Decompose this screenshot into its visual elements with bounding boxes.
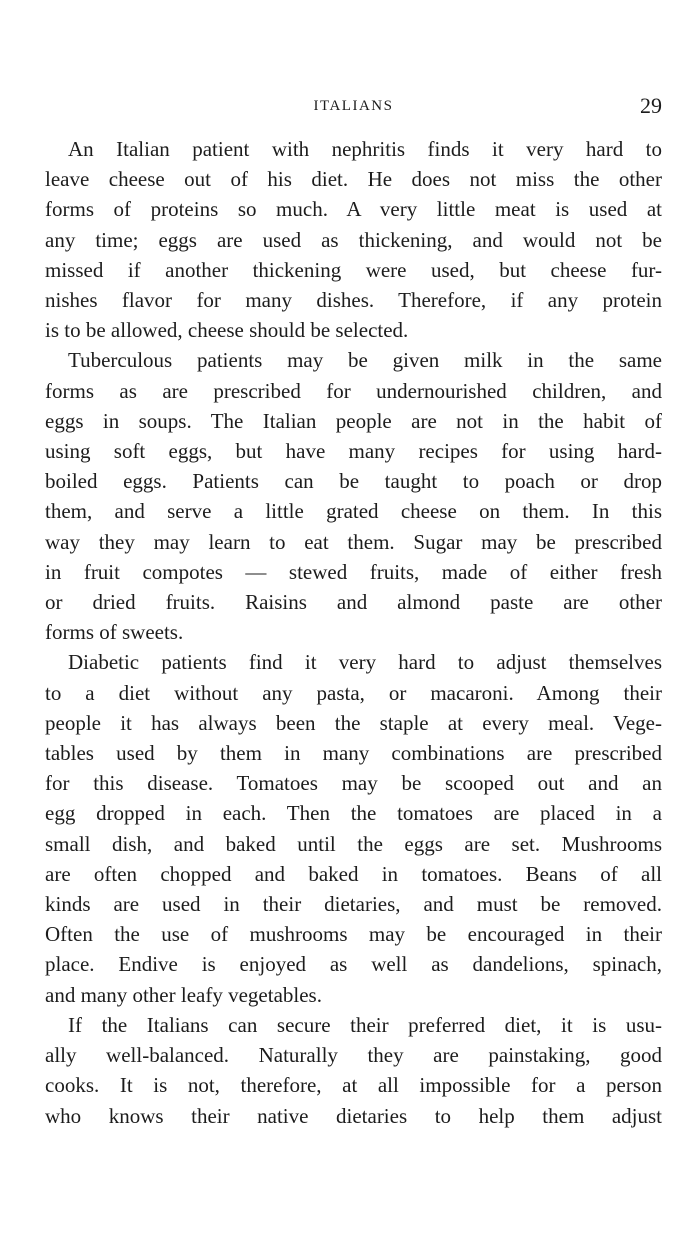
- text-line: Diabetic patients find it very hard to adjust themselves: [68, 650, 662, 675]
- text-line: An Italian patient with nephritis finds it very hard to: [68, 137, 662, 161]
- text-line: egg dropped in each. Then the tomatoes are placed in a: [45, 801, 662, 826]
- text-line: them, and serve a little grated cheese on them. In this: [45, 499, 662, 524]
- text-line: to a diet without any pasta, or macaroni. Among their: [45, 680, 662, 705]
- paragraph-italians-diet: [45, 1010, 662, 1131]
- text-line: Often the use of mushrooms may be encouraged in their: [45, 922, 662, 947]
- text-line: missed if another thickening were used, but cheese fur-: [45, 257, 662, 282]
- text-line: any time; eggs are used as thickening, and would not be: [45, 227, 662, 252]
- text-line: in fruit compotes — stewed fruits, made of either fresh: [45, 559, 662, 584]
- text-line: who knows their native dietaries to help them adjust: [45, 1103, 662, 1128]
- text-line: and many other leafy vegetables.: [45, 982, 322, 1007]
- text-line: for this disease. Tomatoes may be scooped out and an: [45, 771, 662, 796]
- text-line: small dish, and baked until the eggs are set. Mushrooms: [45, 831, 662, 856]
- text-line: or dried fruits. Raisins and almond paste are other: [45, 590, 662, 615]
- text-line: Tuberculous patients may be given milk in the same: [68, 348, 662, 373]
- text-line: place. Endive is enjoyed as well as dandelions, spinach,: [45, 952, 662, 977]
- text-line: boiled eggs. Patients can be taught to poach or drop: [45, 469, 662, 494]
- running-head: ITALIANS: [313, 98, 394, 114]
- text-line: ally well-balanced. Naturally they are painstaking, good: [45, 1043, 662, 1068]
- text-line: are often chopped and baked in tomatoes. Beans of all: [45, 861, 662, 886]
- paragraph-diabetic: [45, 647, 662, 1009]
- paragraph-nephritis: [45, 134, 662, 345]
- page-header: [45, 93, 662, 120]
- text-line: forms of sweets.: [45, 620, 184, 645]
- text-line: forms as are prescribed for undernourished children, and: [45, 378, 662, 403]
- page-number: 29: [640, 93, 662, 118]
- text-line: eggs in soups. The Italian people are not in the habit of: [45, 408, 662, 433]
- text-line: If the Italians can secure their preferred diet, it is usu-: [68, 1012, 662, 1037]
- text-line: leave cheese out of his diet. He does not miss the other: [45, 167, 662, 192]
- text-line: cooks. It is not, therefore, at all impossible for a person: [45, 1073, 662, 1098]
- body-text: [45, 134, 662, 1131]
- paragraph-tuberculous: [45, 345, 662, 647]
- text-line: way they may learn to eat them. Sugar may be prescribed: [45, 529, 662, 554]
- text-line: tables used by them in many combinations are prescribed: [45, 741, 662, 766]
- text-line: kinds are used in their dietaries, and must be removed.: [45, 892, 662, 917]
- text-line: people it has always been the staple at every meal. Vege-: [45, 710, 662, 735]
- text-line: is to be allowed, cheese should be selected.: [45, 318, 409, 343]
- text-line: nishes flavor for many dishes. Therefore, if any protein: [45, 288, 662, 313]
- text-line: using soft eggs, but have many recipes for using hard-: [45, 439, 662, 464]
- text-line: forms of proteins so much. A very little meat is used at: [45, 197, 662, 222]
